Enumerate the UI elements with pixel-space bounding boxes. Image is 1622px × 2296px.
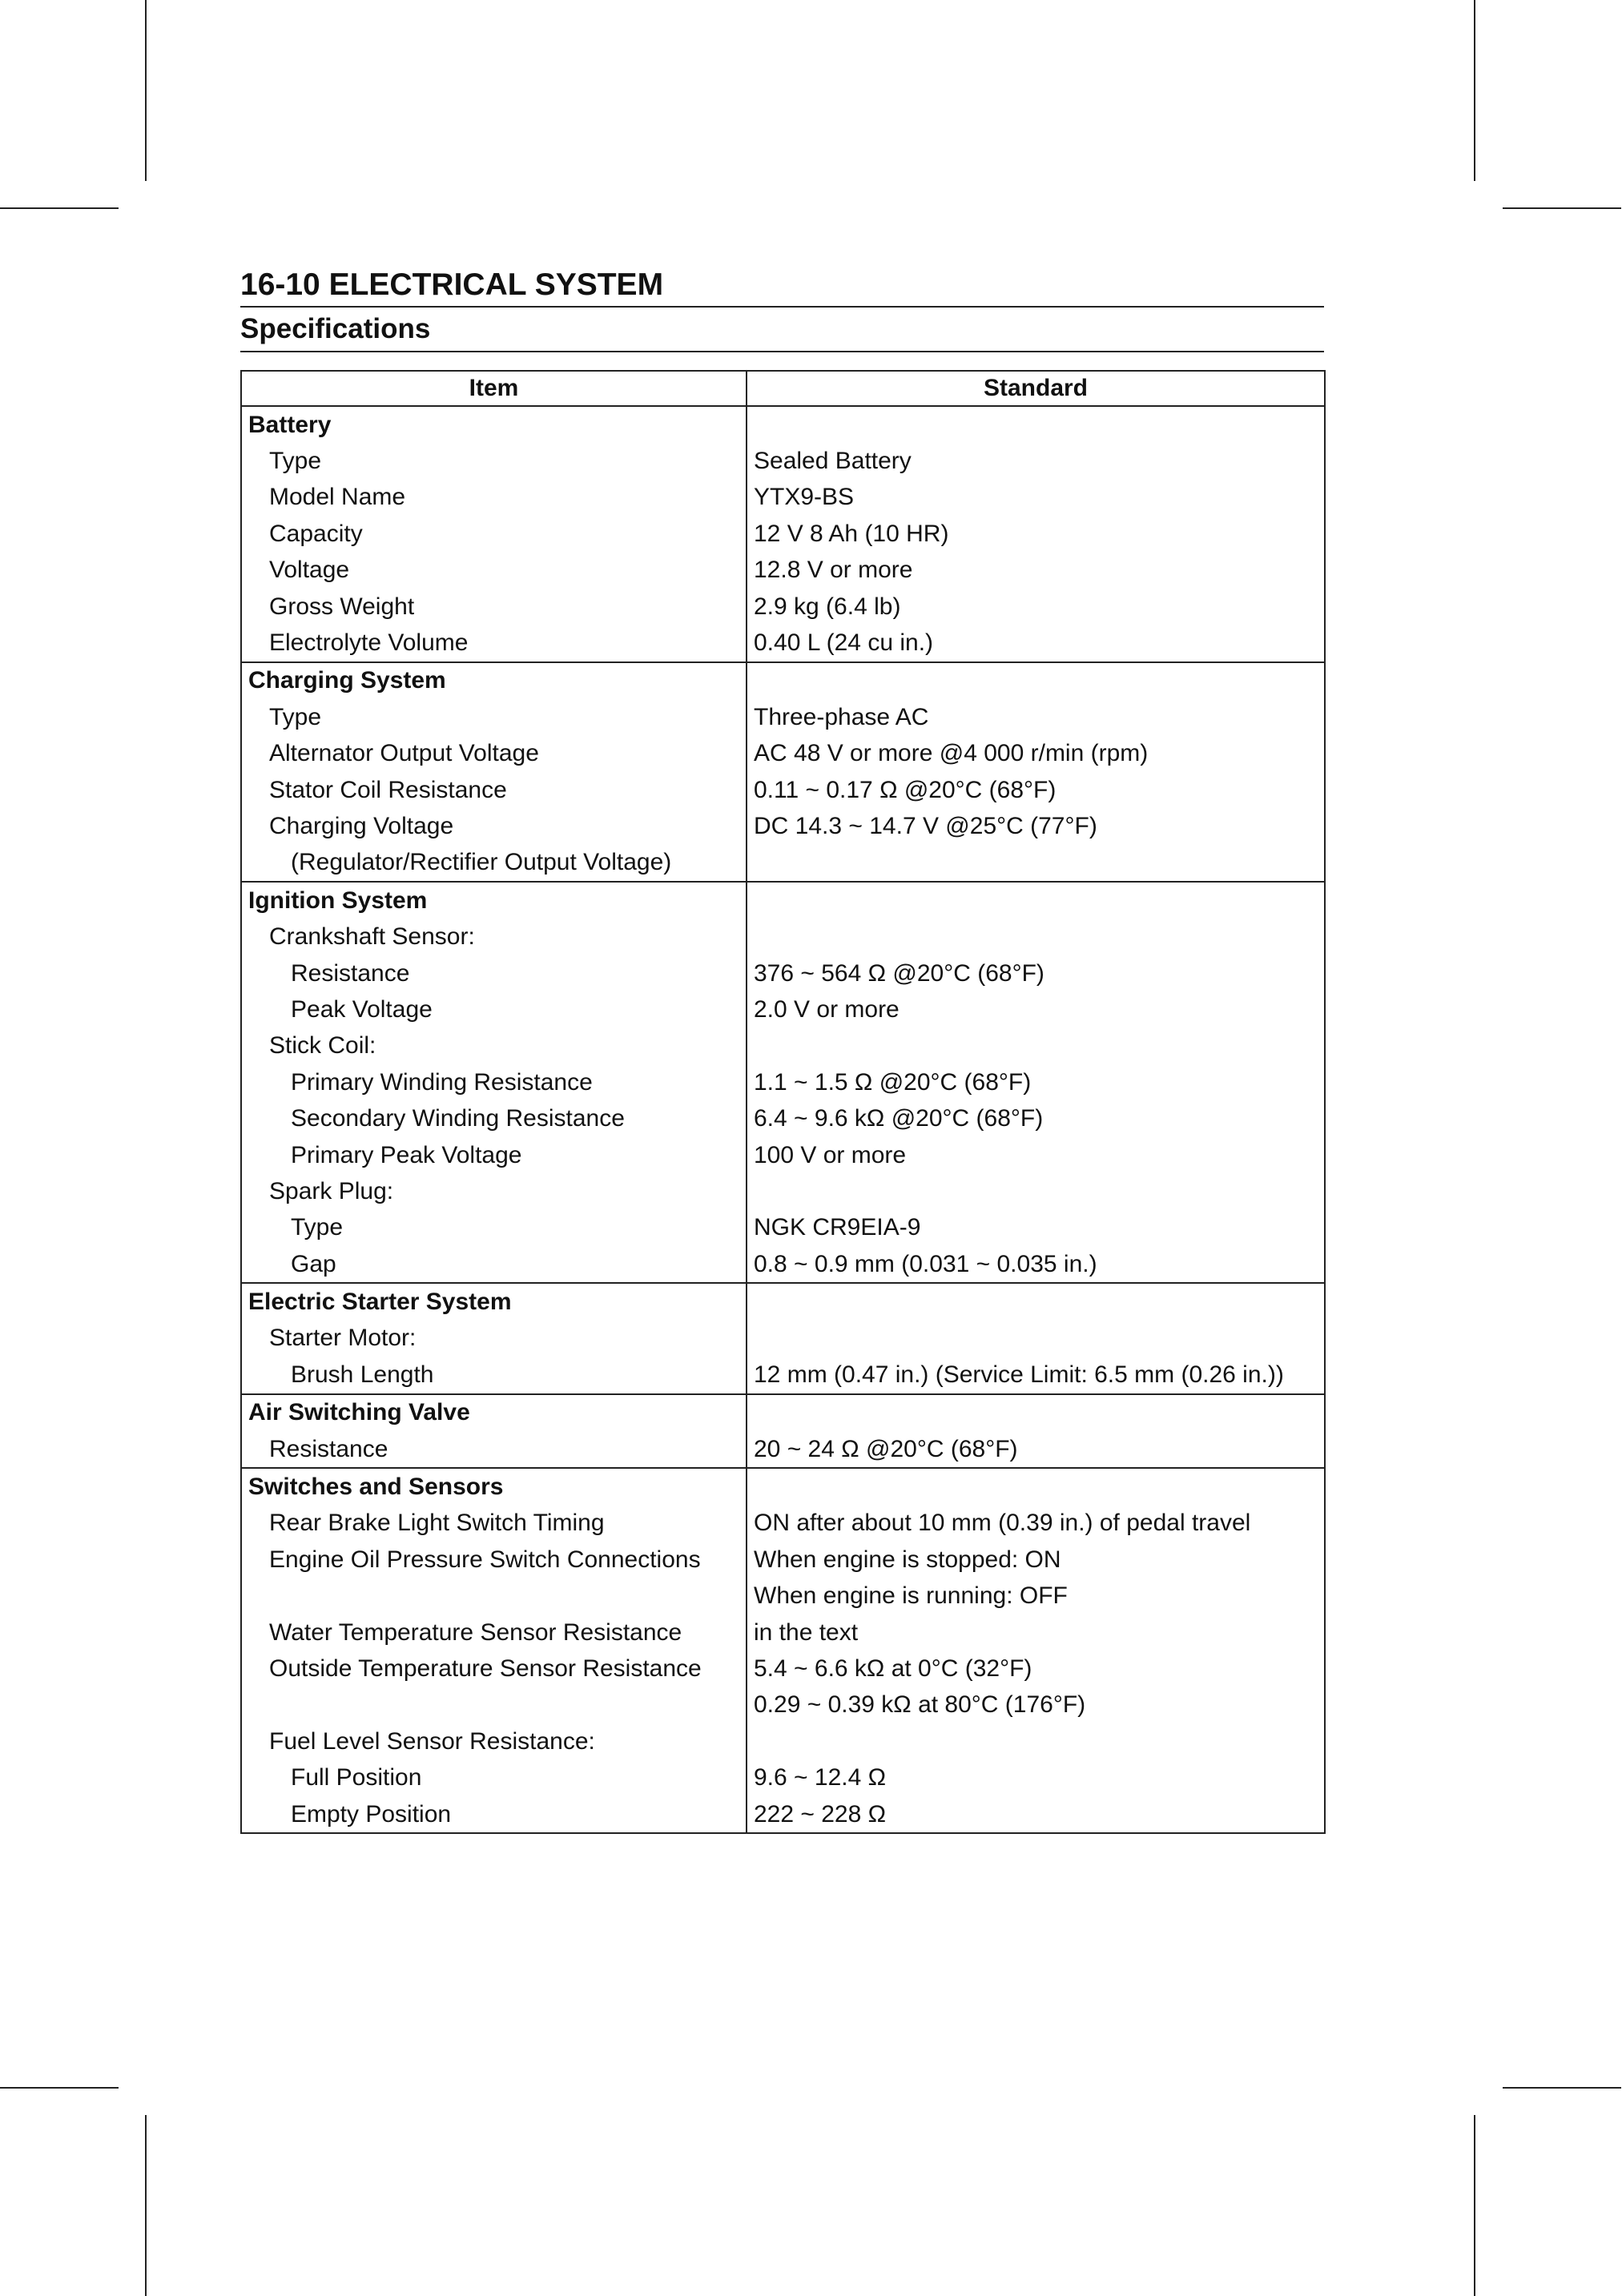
standard-cell — [747, 1394, 1325, 1431]
item-cell — [241, 1578, 747, 1614]
item-cell: Water Temperature Sensor Resistance — [241, 1614, 747, 1651]
crop-mark — [0, 207, 119, 209]
crop-mark — [1474, 0, 1475, 181]
table-row — [241, 808, 1325, 844]
table-group-header-row — [241, 662, 1325, 699]
table-row — [241, 1357, 1325, 1393]
item-cell: Resistance — [241, 955, 747, 991]
table-row — [241, 480, 1325, 516]
table-row — [241, 1028, 1325, 1064]
standard-cell: 0.29 ~ 0.39 kΩ at 80°C (176°F) — [747, 1687, 1325, 1723]
standard-cell: 0.40 L (24 cu in.) — [747, 625, 1325, 661]
group-title-cell: Ignition System — [241, 882, 747, 919]
table-row — [241, 1137, 1325, 1173]
item-cell: Alternator Output Voltage — [241, 736, 747, 772]
standard-cell: 1.1 ~ 1.5 Ω @20°C (68°F) — [747, 1064, 1325, 1100]
item-cell: Engine Oil Pressure Switch Connections — [241, 1542, 747, 1578]
standard-cell: 12 mm (0.47 in.) (Service Limit: 6.5 mm (0.26 in.)) — [747, 1357, 1325, 1393]
section-title: Specifications — [240, 313, 431, 344]
column-header-standard: Standard — [747, 371, 1325, 406]
standard-cell: Sealed Battery — [747, 443, 1325, 479]
table-row — [241, 553, 1325, 589]
item-cell: Secondary Winding Resistance — [241, 1100, 747, 1136]
item-cell: Starter Motor: — [241, 1321, 747, 1357]
item-cell: Fuel Level Sensor Resistance: — [241, 1723, 747, 1759]
table-row — [241, 1796, 1325, 1833]
item-cell: Rear Brake Light Switch Timing — [241, 1506, 747, 1542]
table-row — [241, 1246, 1325, 1283]
group-title-cell: Electric Starter System — [241, 1283, 747, 1320]
standard-cell: 12 V 8 Ah (10 HR) — [747, 516, 1325, 552]
item-cell — [241, 1687, 747, 1723]
item-cell: Electrolyte Volume — [241, 625, 747, 661]
item-cell: Outside Temperature Sensor Resistance — [241, 1651, 747, 1687]
standard-cell: YTX9-BS — [747, 480, 1325, 516]
table-row — [241, 1687, 1325, 1723]
table-group-header-row — [241, 406, 1325, 443]
table-row — [241, 625, 1325, 661]
table-row — [241, 1723, 1325, 1759]
table-row — [241, 1506, 1325, 1542]
table-row — [241, 1173, 1325, 1209]
item-cell: Type — [241, 1210, 747, 1246]
table-row — [241, 699, 1325, 735]
item-cell: Brush Length — [241, 1357, 747, 1393]
specifications-body — [241, 406, 1325, 1833]
standard-cell: When engine is stopped: ON — [747, 1542, 1325, 1578]
item-cell: Gap — [241, 1246, 747, 1283]
standard-cell: 20 ~ 24 Ω @20°C (68°F) — [747, 1431, 1325, 1468]
table-row — [241, 443, 1325, 479]
table-row — [241, 772, 1325, 808]
item-cell: Stator Coil Resistance — [241, 772, 747, 808]
standard-cell — [747, 662, 1325, 699]
group-title-cell: Charging System — [241, 662, 747, 699]
manual-page — [240, 264, 1324, 1834]
standard-cell: 376 ~ 564 Ω @20°C (68°F) — [747, 955, 1325, 991]
table-group-header-row — [241, 1283, 1325, 1320]
item-cell: Primary Winding Resistance — [241, 1064, 747, 1100]
standard-cell: DC 14.3 ~ 14.7 V @25°C (77°F) — [747, 808, 1325, 844]
item-cell: Charging Voltage — [241, 808, 747, 844]
table-row — [241, 1578, 1325, 1614]
standard-cell — [747, 406, 1325, 443]
item-cell: Empty Position — [241, 1796, 747, 1833]
table-row — [241, 919, 1325, 955]
standard-cell: 2.0 V or more — [747, 991, 1325, 1027]
item-cell: Full Position — [241, 1759, 747, 1795]
standard-cell: ON after about 10 mm (0.39 in.) of pedal travel — [747, 1506, 1325, 1542]
standard-cell: 0.8 ~ 0.9 mm (0.031 ~ 0.035 in.) — [747, 1246, 1325, 1283]
standard-cell: 12.8 V or more — [747, 553, 1325, 589]
chapter-title: 16-10 ELECTRICAL SYSTEM — [240, 267, 664, 302]
standard-cell: 0.11 ~ 0.17 Ω @20°C (68°F) — [747, 772, 1325, 808]
table-row — [241, 1614, 1325, 1651]
standard-cell: AC 48 V or more @4 000 r/min (rpm) — [747, 736, 1325, 772]
table-row — [241, 516, 1325, 552]
standard-cell — [747, 1723, 1325, 1759]
standard-cell — [747, 1468, 1325, 1505]
standard-cell — [747, 1321, 1325, 1357]
standard-cell — [747, 1283, 1325, 1320]
crop-mark — [1503, 207, 1621, 209]
crop-mark — [145, 0, 147, 181]
item-cell: Type — [241, 699, 747, 735]
table-group-header-row — [241, 882, 1325, 919]
standard-cell — [747, 845, 1325, 882]
item-cell: Stick Coil: — [241, 1028, 747, 1064]
standard-cell — [747, 919, 1325, 955]
item-cell: Model Name — [241, 480, 747, 516]
table-row — [241, 1759, 1325, 1795]
table-row — [241, 1100, 1325, 1136]
crop-mark — [145, 2115, 147, 2296]
table-row — [241, 1210, 1325, 1246]
item-cell: Resistance — [241, 1431, 747, 1468]
table-row — [241, 955, 1325, 991]
table-group-header-row — [241, 1468, 1325, 1505]
crop-mark — [1503, 2087, 1621, 2089]
table-row — [241, 1064, 1325, 1100]
table-row — [241, 1431, 1325, 1468]
section-rule — [240, 351, 1324, 352]
item-cell: Capacity — [241, 516, 747, 552]
standard-cell: in the text — [747, 1614, 1325, 1651]
group-title-cell: Switches and Sensors — [241, 1468, 747, 1505]
standard-cell: 100 V or more — [747, 1137, 1325, 1173]
standard-cell: 222 ~ 228 Ω — [747, 1796, 1325, 1833]
table-row — [241, 1321, 1325, 1357]
item-cell: (Regulator/Rectifier Output Voltage) — [241, 845, 747, 882]
item-cell: Type — [241, 443, 747, 479]
item-cell: Crankshaft Sensor: — [241, 919, 747, 955]
crop-mark — [0, 2087, 119, 2089]
group-title-cell: Air Switching Valve — [241, 1394, 747, 1431]
table-row — [241, 736, 1325, 772]
standard-cell — [747, 882, 1325, 919]
standard-cell: 6.4 ~ 9.6 kΩ @20°C (68°F) — [747, 1100, 1325, 1136]
table-row — [241, 1542, 1325, 1578]
item-cell: Peak Voltage — [241, 991, 747, 1027]
table-row — [241, 991, 1325, 1027]
standard-cell: 2.9 kg (6.4 lb) — [747, 589, 1325, 625]
column-header-item: Item — [241, 371, 747, 406]
crop-mark — [1474, 2115, 1475, 2296]
standard-cell — [747, 1028, 1325, 1064]
table-row — [241, 589, 1325, 625]
standard-cell: NGK CR9EIA-9 — [747, 1210, 1325, 1246]
table-row — [241, 845, 1325, 882]
specifications-table — [240, 370, 1326, 1834]
standard-cell — [747, 1173, 1325, 1209]
item-cell: Primary Peak Voltage — [241, 1137, 747, 1173]
item-cell: Spark Plug: — [241, 1173, 747, 1209]
standard-cell: When engine is running: OFF — [747, 1578, 1325, 1614]
standard-cell: 5.4 ~ 6.6 kΩ at 0°C (32°F) — [747, 1651, 1325, 1687]
table-row — [241, 1651, 1325, 1687]
table-group-header-row — [241, 1394, 1325, 1431]
item-cell: Voltage — [241, 553, 747, 589]
group-title-cell: Battery — [241, 406, 747, 443]
table-header-row — [241, 371, 1325, 406]
standard-cell: Three-phase AC — [747, 699, 1325, 735]
item-cell: Gross Weight — [241, 589, 747, 625]
standard-cell: 9.6 ~ 12.4 Ω — [747, 1759, 1325, 1795]
